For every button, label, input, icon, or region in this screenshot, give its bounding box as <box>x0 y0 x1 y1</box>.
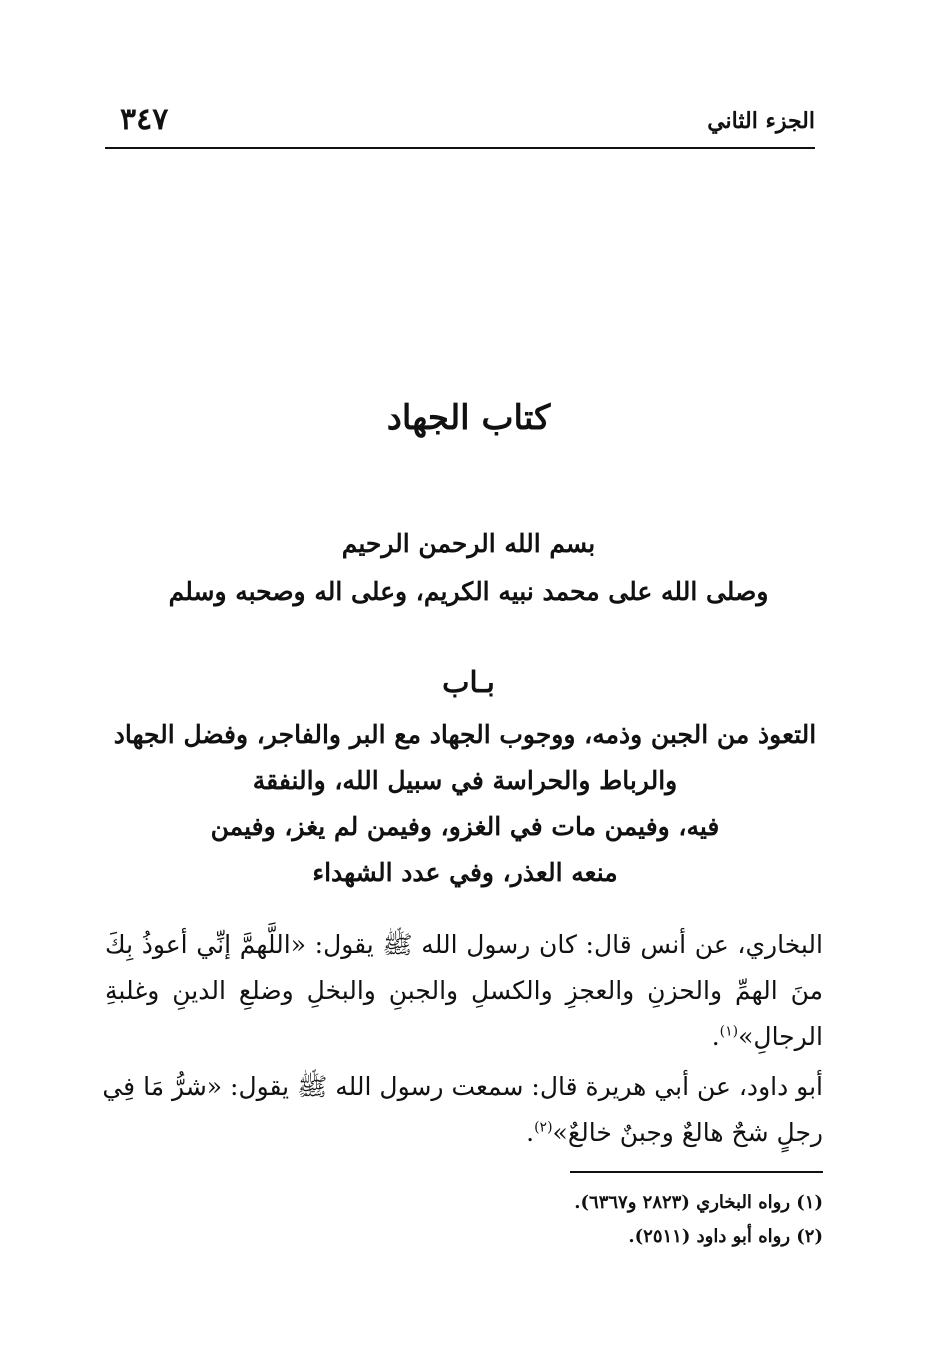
chapter-title-line: فيه، وفيمن مات في الغزو، وفيمن لم يغز، وفيمن <box>210 812 720 841</box>
chapter-title-line: التعوذ من الجبن وذمه، ووجوب الجهاد مع البر والفاجر، وفضل الجهاد <box>113 720 817 749</box>
end-mark: . <box>711 1022 720 1051</box>
hadith-line: منَ الهمِّ والحزنِ والعجزِ والكسلِ والجبنِ والبخلِ وضلعِ الدينِ وغلبةِ <box>105 976 823 1005</box>
hadith-text: رجلٍ شحٌ هالعٌ وجبنٌ خالعٌ» <box>552 1118 823 1147</box>
end-mark: . <box>526 1118 535 1147</box>
chapter-label: بـاب <box>442 665 495 699</box>
hadith-line: البخاري، عن أنس قال: كان رسول الله ﷺ يقول: «اللَّهمَّ إنِّي أعوذُ بِكَ <box>105 930 823 959</box>
hadith-text: الرجالِ» <box>738 1022 823 1051</box>
hadith-paragraph <box>105 922 823 1060</box>
chapter-title-line: منعه العذر، وفي عدد الشهداء <box>312 858 618 887</box>
footnotes <box>400 1186 823 1254</box>
book-title: كتاب الجهاد <box>386 398 551 438</box>
footnote-separator <box>570 1171 823 1173</box>
hadith-line-last <box>105 1014 823 1060</box>
hadith-paragraph <box>102 1064 823 1156</box>
footnote: (١) رواه البخاري (٢٨٢٣ و٦٣٦٧). <box>574 1192 823 1213</box>
running-title: الجزء الثاني <box>707 108 815 134</box>
salawat-line: وصلى الله على محمد نبيه الكريم، وعلى اله وصحبه وسلم <box>168 577 769 606</box>
basmala-block <box>0 520 937 616</box>
chapter-title-line: والرباط والحراسة في سبيل الله، والنفقة <box>252 766 678 795</box>
page-number: ٣٤٧ <box>120 102 169 137</box>
footnote-reference[interactable]: (١) <box>719 1023 739 1040</box>
hadith-line: أبو داود، عن أبي هريرة قال: سمعت رسول الله ﷺ يقول: «شرُّ مَا فِي <box>102 1072 823 1101</box>
footnote-reference[interactable]: (٢) <box>534 1119 553 1136</box>
page-header <box>105 100 815 140</box>
hadith-line-last <box>105 1110 823 1156</box>
basmala-line: بسم الله الرحمن الرحيم <box>341 529 596 558</box>
footnote: (٢) رواه أبو داود (٢٥١١). <box>628 1226 823 1247</box>
chapter-title <box>100 712 830 896</box>
header-rule <box>105 147 815 149</box>
